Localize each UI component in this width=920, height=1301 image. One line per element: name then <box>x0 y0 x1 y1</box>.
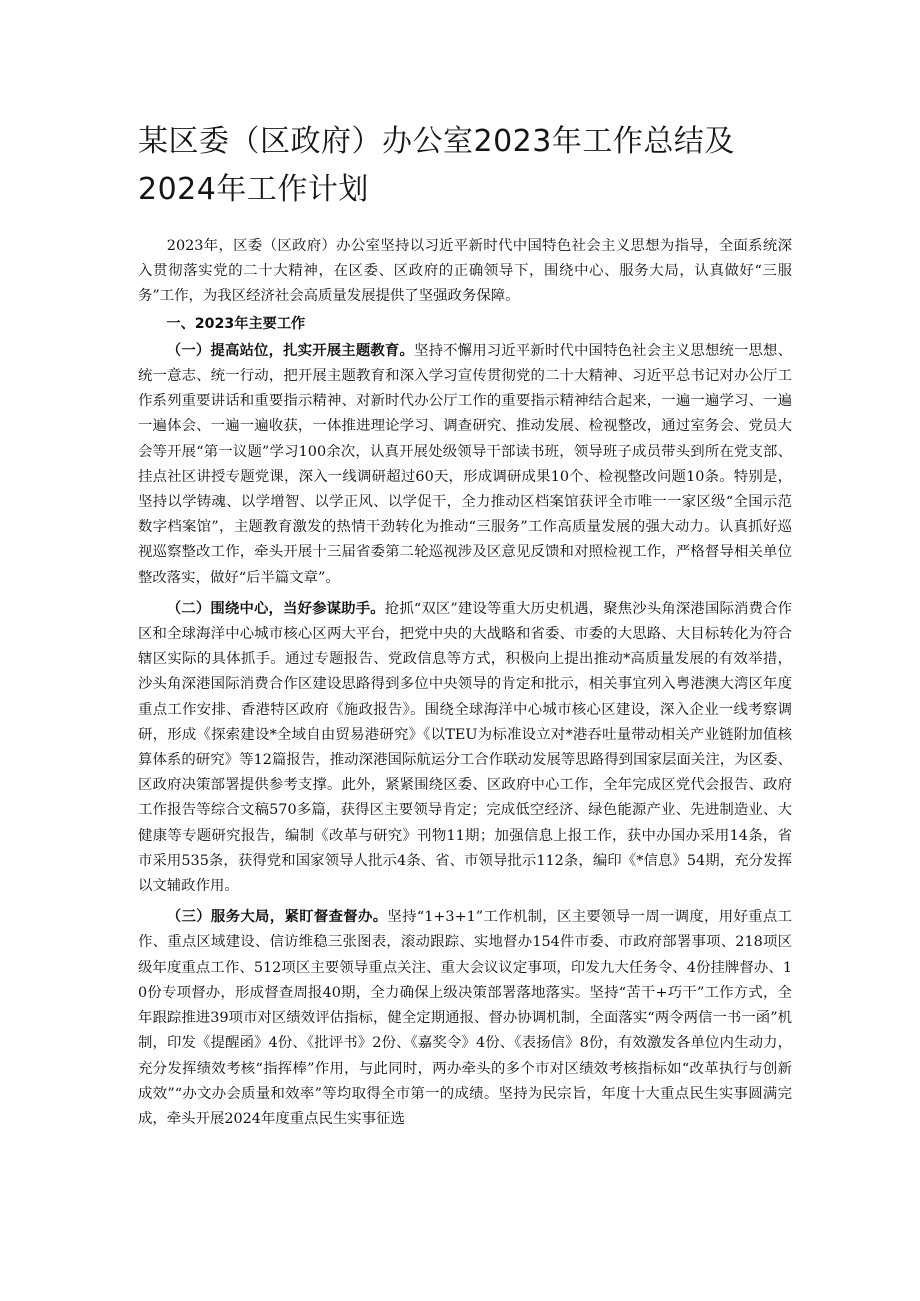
section-heading-main-work: 一、2023年主要工作 <box>166 315 306 332</box>
item-heading-3: （三）服务大局，紧盯督查督办。 <box>166 909 388 926</box>
item-body-3: 坚持“1+3+1”工作机制，区主要领导一周一调度，用好重点工作、重点区域建设、信访维稳三张图表，滚动跟踪、实地督办154件市委、市政府部署事项、218项区级年度重点工作、512项区主要领导重点关注、重大会议议定事项，印发九大任务令、4份挂牌督办、10份专项督办，形成督查周报40期，全力确保上级决策部署落地落实。坚持“苦干+巧干”工作方式，全年跟踪推进39项市对区绩效评估指标，健全定期通报、督办协调机制，全面落实“两令两信一书一函”机制，印发《提醒函》4份、《批评书》2份、《嘉奖令》4份、《表扬信》8份，有效激发各单位内生动力，充分发挥绩效考核“指挥棒”作用，与此同时，两办牵头的多个市对区绩效考核指标如“改革执行与创新成效”“办文办会质量和效率”等均取得全市第一的成绩。坚持为民宗旨，年度十大重点民生实事圆满完成，牵头开展2024年度重点民生实事征选 <box>138 909 792 1127</box>
document-title: 某区委（区政府）办公室2023年工作总结及2024年工作计划 <box>138 124 735 207</box>
item-heading-2: （二）围绕中心，当好参谋助手。 <box>166 600 385 617</box>
item-paragraph-2 <box>138 597 792 899</box>
item-heading-1: （一）提高站位，扎实开展主题教育。 <box>166 342 415 359</box>
intro-paragraph: 2023年，区委（区政府）办公室坚持以习近平新时代中国特色社会主义思想为指导，全面系统深入贯彻落实党的二十大精神，在区委、区政府的正确领导下，围绕中心、服务大局，认真做好“三服务”工作，为我区经济社会高质量发展提供了坚强政务保障。 <box>138 238 792 305</box>
item-body-1: 坚持不懈用习近平新时代中国特色社会主义思想统一思想、统一意志、统一行动，把开展主题教育和深入学习宣传贯彻党的二十大精神、习近平总书记对办公厅工作系列重要讲话和重要指示精神、对新时代办公厅工作的重要指示精神结合起来，一遍一遍学习、一遍一遍体会、一遍一遍收获，一体推进理论学习、调查研究、推动发展、检视整改，通过室务会、党员大会等开展“第一议题”学习100余次，认真开展处级领导干部读书班，领导班子成员带头到所在党支部、挂点社区讲授专题党课，深入一线调研超过60天，形成调研成果10个、检视整改问题10条。特别是，坚持以学铸魂、以学增智、以学正风、以学促干，全力推动区档案馆获评全市唯一一家区级“全国示范数字档案馆”，主题教育激发的热情干劲转化为推动“三服务”工作高质量发展的强大动力。认真抓好巡视巡察整改工作，牵头开展十三届省委第二轮巡视涉及区意见反馈和对照检视工作，严格督导相关单位整改落实，做好“后半篇文章”。 <box>138 342 792 586</box>
item-paragraph-1 <box>138 339 792 591</box>
item-body-2: 抢抓“双区”建设等重大历史机遇，聚焦沙头角深港国际消费合作区和全球海洋中心城市核心区两大平台，把党中央的大战略和省委、市委的大思路、大目标转化为符合辖区实际的具体抓手。通过专题报告、党政信息等方式，积极向上提出推动*高质量发展的有效举措，沙头角深港国际消费合作区建设思路得到多位中央领导的肯定和批示，相关事宜列入粤港澳大湾区年度重点工作安排、香港特区政府《施政报告》。围绕全球海洋中心城市核心区建设，深入企业一线考察调研，形成《探索建设*全域自由贸易港研究》《以TEU为标准设立对*港吞吐量带动相关产业链附加值核算体系的研究》等12篇报告，推动深港国际航运分工合作联动发展等思路得到国家层面关注，为区委、区政府决策部署提供参考支撑。此外，紧紧围绕区委、区政府中心工作，全年完成区党代会报告、政府工作报告等综合文稿570多篇，获得区主要领导肯定；完成低空经济、绿色能源产业、先进制造业、大健康等专题研究报告，编制《改革与研究》刊物11期；加强信息上报工作，获中办国办采用14条，省市采用535条，获得党和国家领导人批示4条、省、市领导批示112条，编印《*信息》54期，充分发挥以文辅政作用。 <box>138 600 792 895</box>
item-paragraph-3 <box>138 905 792 1132</box>
